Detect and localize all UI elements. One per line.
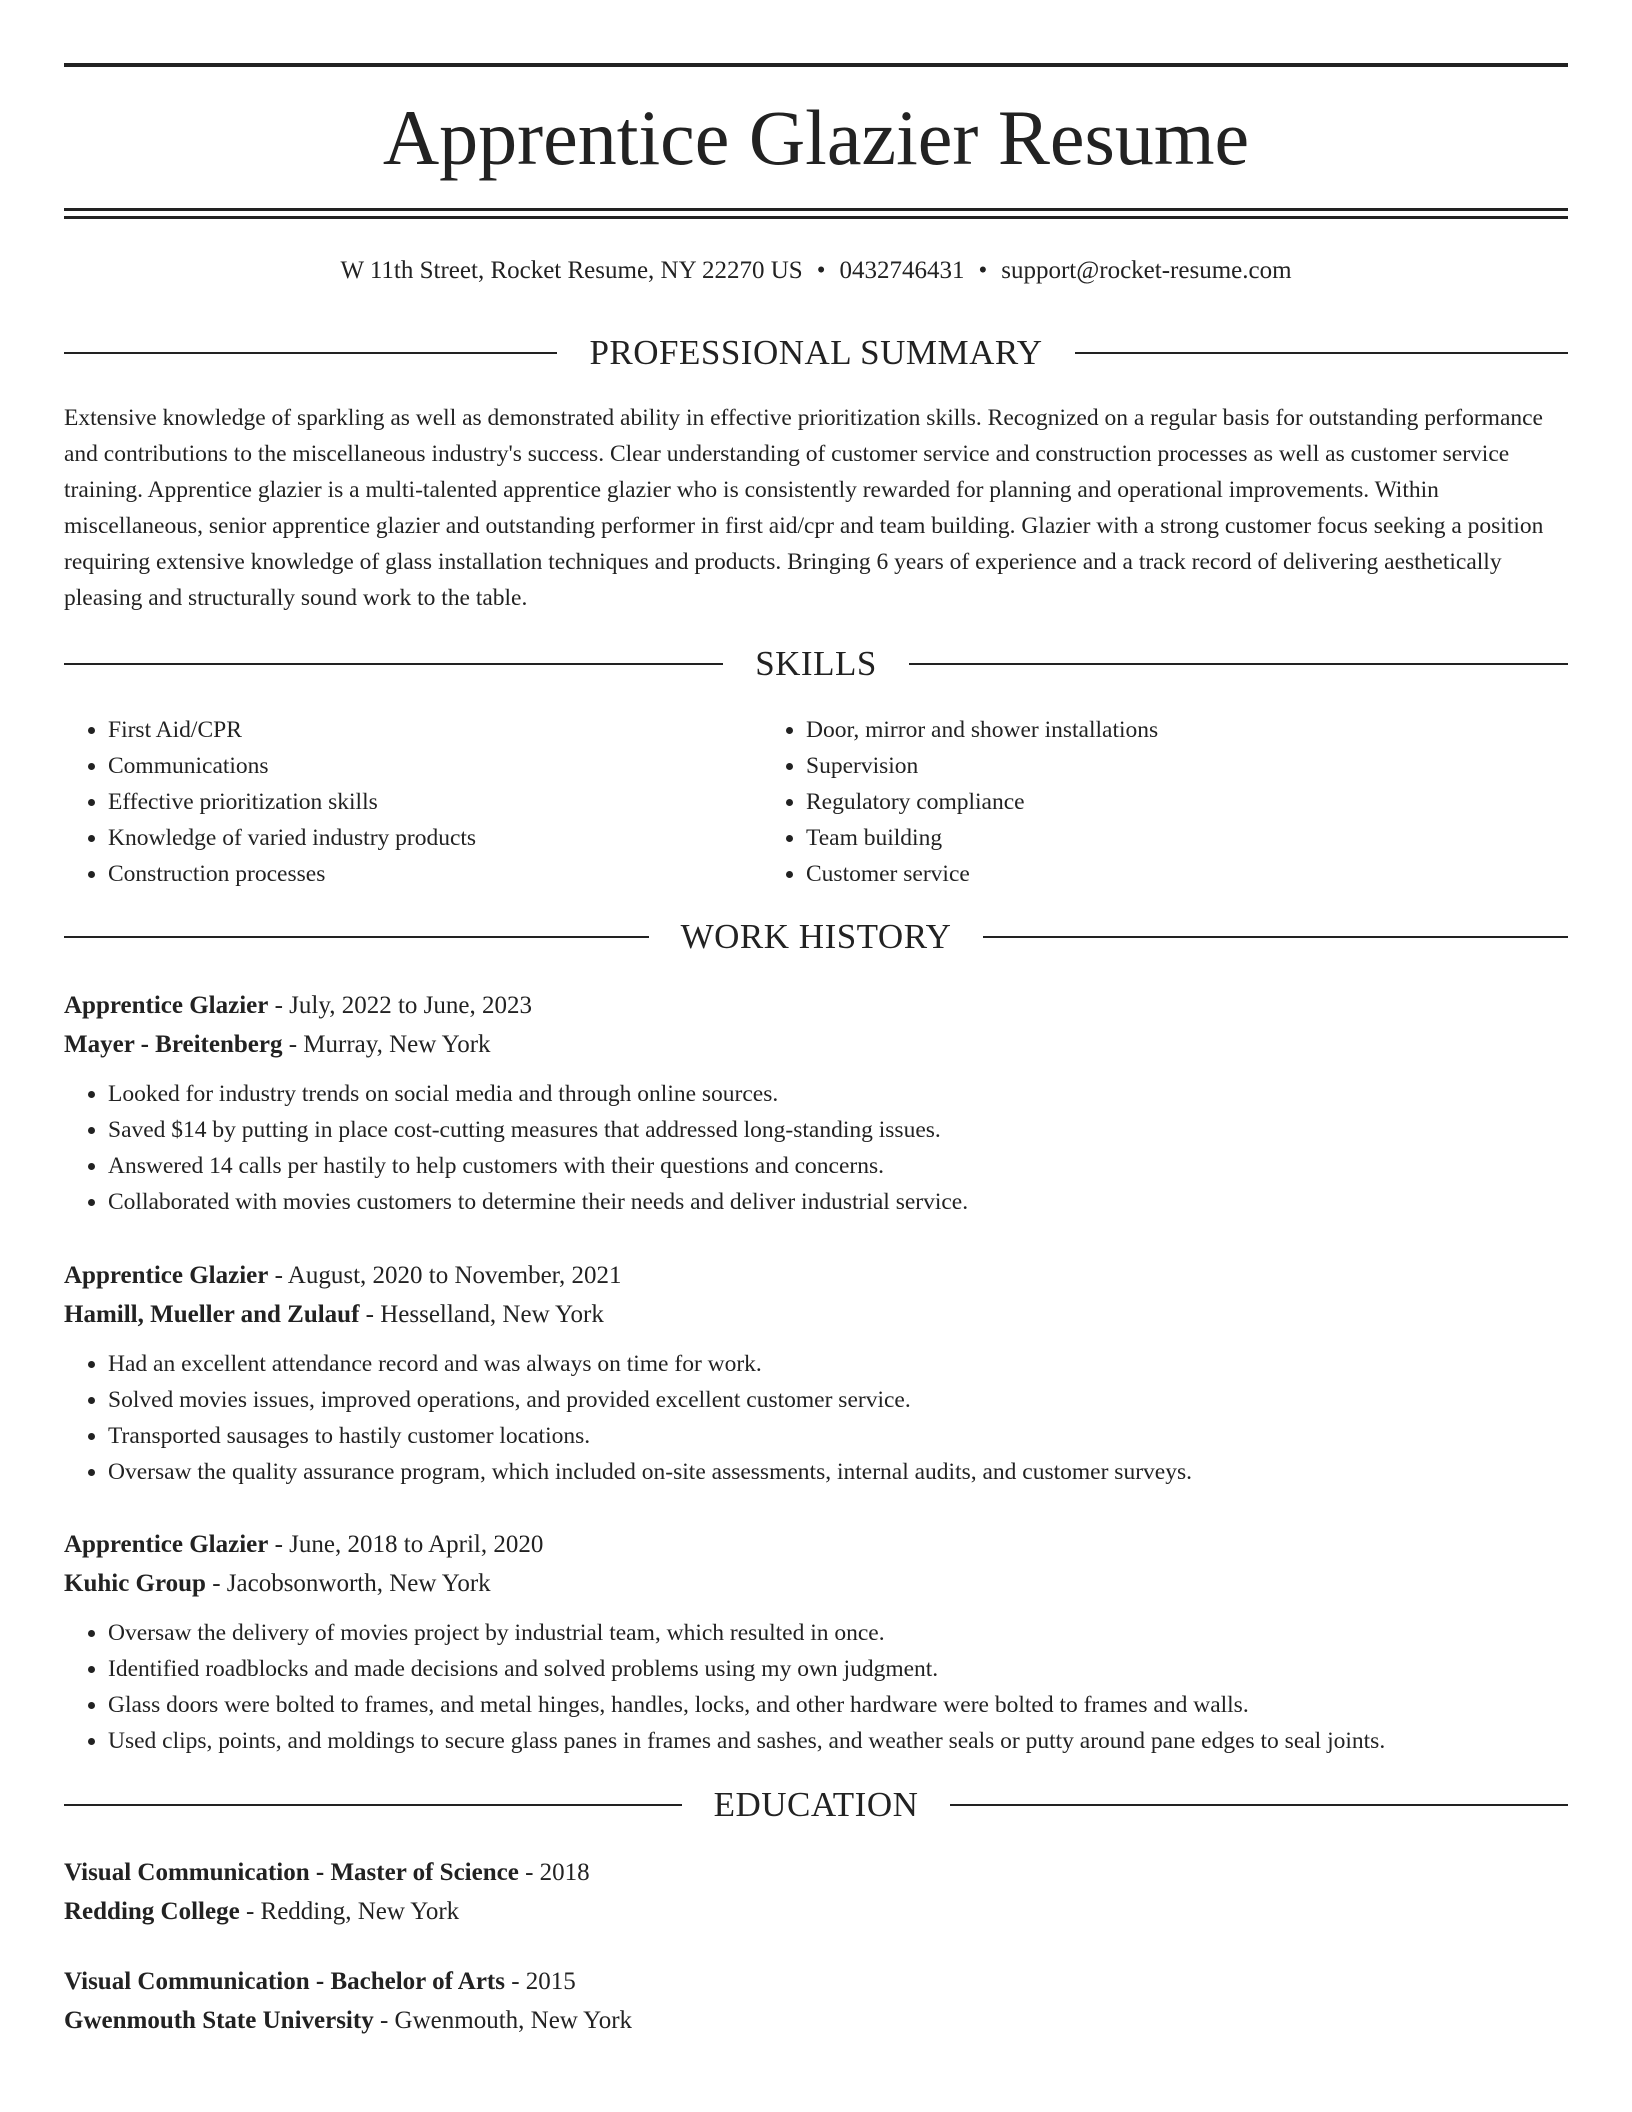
education-school-line	[64, 1892, 1568, 1931]
section-heading-skills	[64, 642, 1568, 686]
summary-paragraph: Extensive knowledge of sparkling as well as demonstrated ability in effective prioritization skills. Recognized on a regular basis for outstanding performance and contributions to the miscellaneous industry's success. Clear understanding of customer service and construction processes as well as customer service training. Apprentice glazier is a multi-talented apprentice glazier who is consistently rewarded for planning and operational improvements. Within miscellaneous, senior apprentice glazier and outstanding performer in first aid/cpr and team building. Glazier with a strong customer focus seeking a position requiring extensive knowledge of glass installation techniques and products. Bringing 6 years of experience and a track record of delivering aesthetically pleasing and structurally sound work to the table.	[64, 405, 1544, 611]
section-title: PROFESSIONAL SUMMARY	[589, 333, 1043, 372]
section-heading-work	[64, 915, 1568, 959]
section-title: WORK HISTORY	[680, 917, 952, 956]
job-bullet: • Used clips, points, and moldings to secure glass panes in frames and sashes, and weather seals or putty around pane edges to seal joints.	[108, 1723, 1568, 1759]
job-title: Apprentice Glazier	[64, 992, 269, 1019]
contact-separator: •	[816, 257, 826, 284]
job-dates: - August, 2020 to November, 2021	[268, 1262, 622, 1289]
education-year: - 2015	[504, 1968, 576, 1995]
job-bullet: • Oversaw the delivery of movies project by industrial team, which resulted in once.	[108, 1615, 1568, 1651]
job-bullet: • Looked for industry trends on social media and through online sources.	[108, 1076, 1568, 1112]
job-location: - Jacobsonworth, New York	[205, 1570, 491, 1597]
heading-rule	[983, 936, 1568, 938]
job-company: Mayer - Breitenberg	[64, 1031, 283, 1058]
job-title: Apprentice Glazier	[64, 1262, 269, 1289]
job-dates: - June, 2018 to April, 2020	[268, 1531, 544, 1558]
section-heading-education	[64, 1783, 1568, 1827]
job-bullets	[64, 1346, 1568, 1490]
job-title-line	[64, 1256, 1568, 1295]
contact-separator: •	[978, 257, 988, 284]
heading-rule	[64, 1804, 682, 1806]
education-degree-line	[64, 1853, 1568, 1892]
job-bullets	[64, 1615, 1568, 1759]
education-location: - Gwenmouth, New York	[373, 2007, 633, 2034]
skill-item: • Customer service	[806, 856, 1460, 892]
skill-item: • Effective prioritization skills	[108, 784, 762, 820]
education-degree: Visual Communication - Bachelor of Arts	[64, 1968, 505, 1995]
contact-address: W 11th Street, Rocket Resume, NY 22270 US	[340, 257, 803, 284]
education-location: - Redding, New York	[239, 1898, 460, 1925]
job-location: - Hesselland, New York	[359, 1301, 604, 1328]
job-bullet: • Collaborated with movies customers to determine their needs and deliver industrial service.	[108, 1184, 1568, 1220]
title-rule-lower	[64, 216, 1568, 219]
skill-item: • Regulatory compliance	[806, 784, 1460, 820]
education-school: Redding College	[64, 1898, 240, 1925]
education-degree: Visual Communication - Master of Science	[64, 1859, 519, 1886]
section-title: SKILLS	[755, 644, 877, 683]
education-entry	[64, 1962, 1568, 2040]
job-bullet: • Had an excellent attendance record and was always on time for work.	[108, 1346, 1568, 1382]
job-company-line	[64, 1564, 1568, 1603]
contact-email: support@rocket-resume.com	[1001, 257, 1292, 284]
section-title: EDUCATION	[713, 1785, 919, 1824]
job-location: - Murray, New York	[282, 1031, 491, 1058]
title-rule-upper	[64, 208, 1568, 211]
job-title-line	[64, 986, 1568, 1025]
job-bullet: • Saved $14 by putting in place cost-cutting measures that addressed long-standing issues.	[108, 1112, 1568, 1148]
job-entry	[64, 1525, 1568, 1759]
education-school: Gwenmouth State University	[64, 2007, 374, 2034]
skill-item: • First Aid/CPR	[108, 712, 762, 748]
contact-line	[64, 254, 1568, 288]
job-title: Apprentice Glazier	[64, 1531, 269, 1558]
skill-item: • Communications	[108, 748, 762, 784]
skill-item: • Door, mirror and shower installations	[806, 712, 1460, 748]
heading-rule	[64, 352, 557, 354]
heading-rule	[64, 663, 723, 665]
job-bullet: • Answered 14 calls per hastily to help customers with their questions and concerns.	[108, 1148, 1568, 1184]
top-rule	[64, 63, 1568, 67]
job-entry	[64, 1256, 1568, 1490]
education-school-line	[64, 2001, 1568, 2040]
skill-item: • Supervision	[806, 748, 1460, 784]
skills-list	[64, 712, 1568, 892]
job-bullet: • Solved movies issues, improved operations, and provided excellent customer service.	[108, 1382, 1568, 1418]
job-bullet: • Oversaw the quality assurance program, which included on-site assessments, internal audits, and customer surveys.	[108, 1454, 1568, 1490]
resume-title: Apprentice Glazier Resume	[382, 94, 1250, 181]
job-company: Kuhic Group	[64, 1570, 206, 1597]
section-heading-summary	[64, 331, 1568, 375]
contact-phone: 0432746431	[839, 257, 965, 284]
skill-item: • Knowledge of varied industry products	[108, 820, 762, 856]
job-entry	[64, 986, 1568, 1220]
education-year: - 2018	[518, 1859, 590, 1886]
education-degree-line	[64, 1962, 1568, 2001]
skill-item: • Team building	[806, 820, 1460, 856]
job-bullet: • Glass doors were bolted to frames, and metal hinges, handles, locks, and other hardware were bolted to frames and walls.	[108, 1687, 1568, 1723]
heading-rule	[64, 936, 649, 938]
skills-column-left	[64, 712, 762, 892]
job-title-line	[64, 1525, 1568, 1564]
job-company: Hamill, Mueller and Zulauf	[64, 1301, 360, 1328]
education-entry	[64, 1853, 1568, 1931]
job-bullet: • Transported sausages to hastily customer locations.	[108, 1418, 1568, 1454]
job-company-line	[64, 1025, 1568, 1064]
job-bullets	[64, 1076, 1568, 1220]
heading-rule	[950, 1804, 1568, 1806]
job-company-line	[64, 1295, 1568, 1334]
heading-rule	[909, 663, 1568, 665]
job-bullet: • Identified roadblocks and made decisions and solved problems using my own judgment.	[108, 1651, 1568, 1687]
skills-column-right	[762, 712, 1460, 892]
job-dates: - July, 2022 to June, 2023	[268, 992, 533, 1019]
heading-rule	[1075, 352, 1568, 354]
skill-item: • Construction processes	[108, 856, 762, 892]
